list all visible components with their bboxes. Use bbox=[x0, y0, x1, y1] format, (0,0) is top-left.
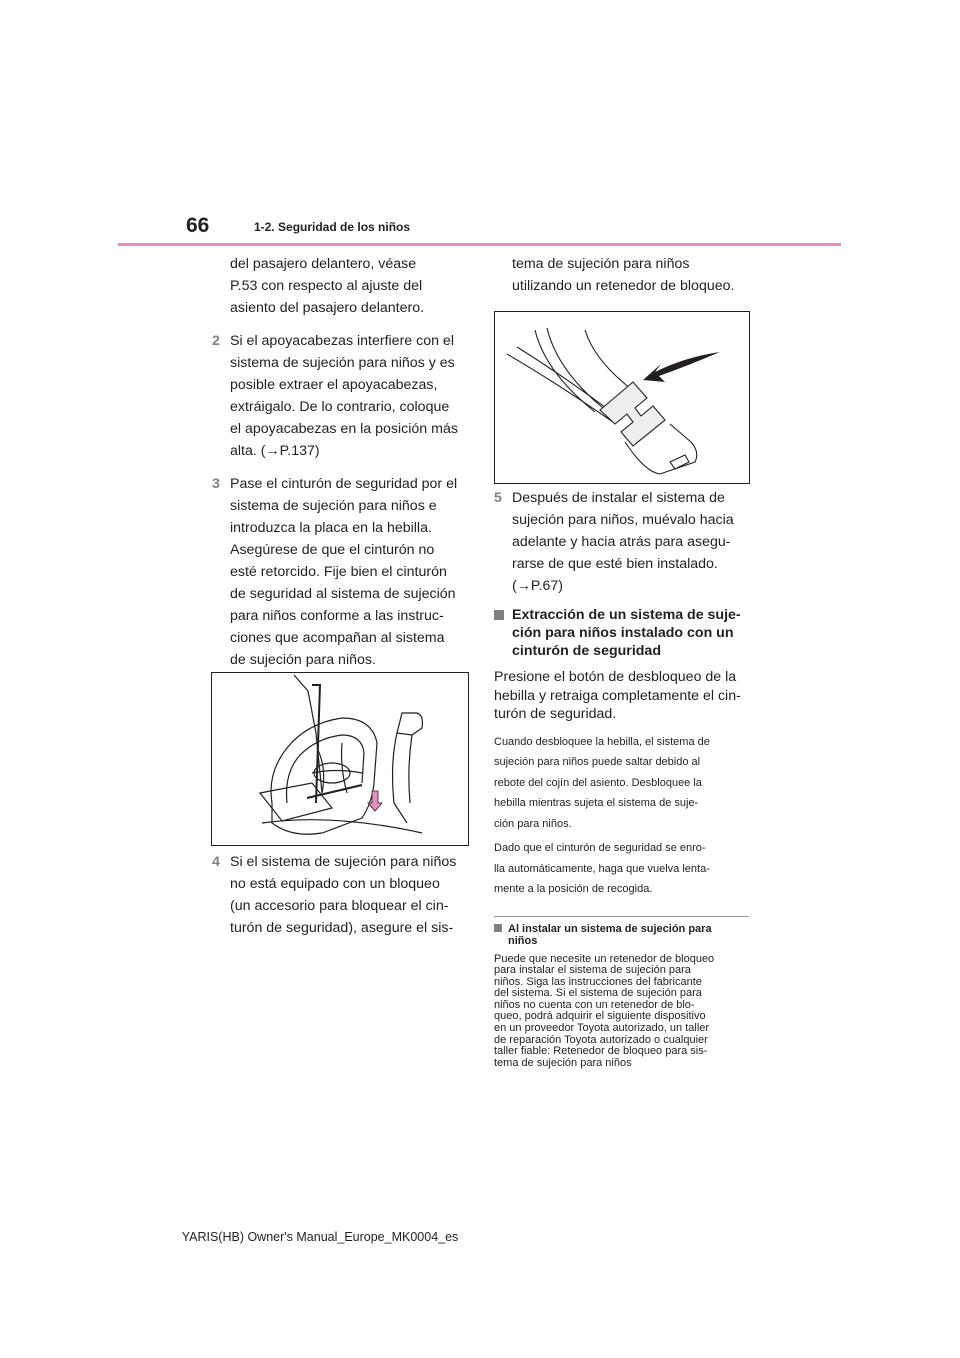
step-3 bbox=[212, 473, 472, 671]
text-line: utilizando un retenedor de bloqueo. bbox=[512, 278, 735, 294]
text-line: en un proveedor Toyota autorizado, un taller bbox=[494, 1022, 710, 1035]
install-note-heading bbox=[494, 923, 756, 947]
step-number: 2 bbox=[212, 333, 220, 349]
text-line: posible extraer el apoyacabezas, bbox=[230, 377, 438, 393]
text-line: (→P.67) bbox=[512, 578, 563, 594]
removal-body bbox=[494, 668, 756, 724]
bullet-square-icon bbox=[494, 610, 504, 620]
step-number: 5 bbox=[494, 490, 502, 506]
text-line: tema de sujeción para niños bbox=[512, 256, 690, 272]
text-line: hebilla mientras sujeta el sistema de suje- bbox=[494, 797, 699, 809]
install-note-body bbox=[494, 954, 756, 1070]
step-4 bbox=[212, 851, 472, 939]
text-line: Puede que necesite un retenedor de bloqueo bbox=[494, 952, 715, 965]
text-line: queo, podrá adquirir el siguiente dispositivo bbox=[494, 1010, 706, 1023]
text-line: turón de seguridad. bbox=[494, 706, 617, 722]
direction-arrow-icon bbox=[643, 352, 720, 382]
header-rule bbox=[118, 243, 841, 246]
text-line: lla automáticamente, haga que vuelva lenta- bbox=[494, 862, 710, 875]
text-line: ciones que acompañan al sistema bbox=[230, 630, 445, 646]
removal-note-2 bbox=[494, 838, 756, 900]
text-line: sistema de sujeción para niños y es bbox=[230, 355, 455, 371]
child-seat-drawing bbox=[212, 673, 468, 845]
text-line: adelante y hacia atrás para asegu- bbox=[512, 534, 731, 550]
text-line: del sistema. Si el sistema de sujeción para bbox=[494, 987, 702, 1000]
text-line: sujeción para niños, muévalo hacia bbox=[512, 512, 734, 528]
text-line: el apoyacabezas en la posición más bbox=[230, 421, 458, 437]
text-line: alta. (→P.137) bbox=[230, 443, 320, 459]
child-seat-illustration bbox=[211, 672, 469, 846]
text-line: no está equipado con un bloqueo bbox=[230, 876, 440, 892]
step-number: 4 bbox=[212, 854, 220, 870]
bullet-square-icon bbox=[494, 924, 502, 932]
left-column bbox=[212, 253, 472, 682]
section-title: 1-2. Seguridad de los niños bbox=[254, 220, 411, 234]
text-line: Presione el botón de desbloqueo de la bbox=[494, 669, 737, 685]
text-line: Pase el cinturón de seguridad por el bbox=[230, 476, 458, 492]
right-continuation bbox=[494, 253, 754, 297]
right-column-top bbox=[494, 253, 754, 297]
text-line: extráigalo. De lo contrario, coloque bbox=[230, 399, 450, 415]
right-column bbox=[494, 487, 756, 1069]
left-column-lower bbox=[212, 851, 472, 950]
removal-heading bbox=[494, 606, 756, 660]
step-5 bbox=[494, 487, 756, 597]
locking-clip-drawing bbox=[495, 312, 749, 483]
text-line: niños bbox=[508, 934, 538, 947]
text-line: Cuando desbloquee la hebilla, el sistema de bbox=[494, 735, 710, 748]
text-line: ción para niños. bbox=[494, 817, 572, 830]
text-line: ción para niños instalado con un bbox=[512, 625, 734, 641]
page-number: 66 bbox=[186, 214, 210, 237]
text-line: cinturón de seguridad bbox=[512, 643, 661, 659]
text-line: (un accesorio para bloquear el cin- bbox=[230, 898, 449, 914]
text-line: del pasajero delantero, véase bbox=[230, 256, 417, 272]
text-line: de reparación Toyota autorizado o cualquier bbox=[494, 1033, 708, 1046]
removal-note-1 bbox=[494, 732, 756, 835]
text-line: de sujeción para niños. bbox=[230, 652, 376, 668]
text-line: niños. Siga las instrucciones del fabricante bbox=[494, 975, 702, 988]
footer-text: YARIS(HB) Owner's Manual_Europe_MK0004_es bbox=[181, 1230, 459, 1244]
text-line: asiento del pasajero delantero. bbox=[230, 300, 425, 316]
text-line: Al instalar un sistema de sujeción para bbox=[508, 922, 712, 935]
text-line: introduzca la placa en la hebilla. bbox=[230, 520, 432, 536]
text-line: para instalar el sistema de sujeción para bbox=[494, 964, 691, 977]
step-2 bbox=[212, 330, 472, 462]
text-line: Asegúrese de que el cinturón no bbox=[230, 542, 435, 558]
note-divider bbox=[494, 916, 749, 917]
text-line: para niños conforme a las instruc- bbox=[230, 608, 444, 624]
text-line: mente a la posición de recogida. bbox=[494, 883, 653, 895]
text-line: taller fiable: Retenedor de bloqueo para sis- bbox=[494, 1045, 708, 1058]
left-continuation bbox=[212, 253, 472, 319]
text-line: Si el apoyacabezas interfiere con el bbox=[230, 333, 454, 349]
text-line: Extracción de un sistema de suje- bbox=[512, 607, 741, 623]
text-line: rebote del cojín del asiento. Desbloquee la bbox=[494, 776, 702, 789]
text-line: niños no cuenta con un retenedor de blo- bbox=[494, 998, 695, 1011]
text-line: sujeción para niños puede saltar debido al bbox=[494, 756, 701, 768]
text-line: Si el sistema de sujeción para niños bbox=[230, 854, 457, 870]
text-line: rarse de que esté bien instalado. bbox=[512, 556, 718, 572]
locking-clip-illustration bbox=[494, 311, 750, 484]
text-line: de seguridad al sistema de sujeción bbox=[230, 586, 456, 602]
text-line: hebilla y retraiga completamente el cin- bbox=[494, 687, 741, 704]
step-number: 3 bbox=[212, 476, 220, 492]
text-line: P.53 con respecto al ajuste del bbox=[230, 278, 423, 294]
text-line: tema de sujeción para niños bbox=[494, 1056, 632, 1069]
text-line: sistema de sujeción para niños e bbox=[230, 498, 437, 514]
text-line: Dado que el cinturón de seguridad se enro- bbox=[494, 842, 706, 854]
text-line: turón de seguridad), asegure el sis- bbox=[230, 920, 454, 936]
text-line: Después de instalar el sistema de bbox=[512, 490, 725, 506]
text-line: esté retorcido. Fije bien el cinturón bbox=[230, 564, 447, 580]
